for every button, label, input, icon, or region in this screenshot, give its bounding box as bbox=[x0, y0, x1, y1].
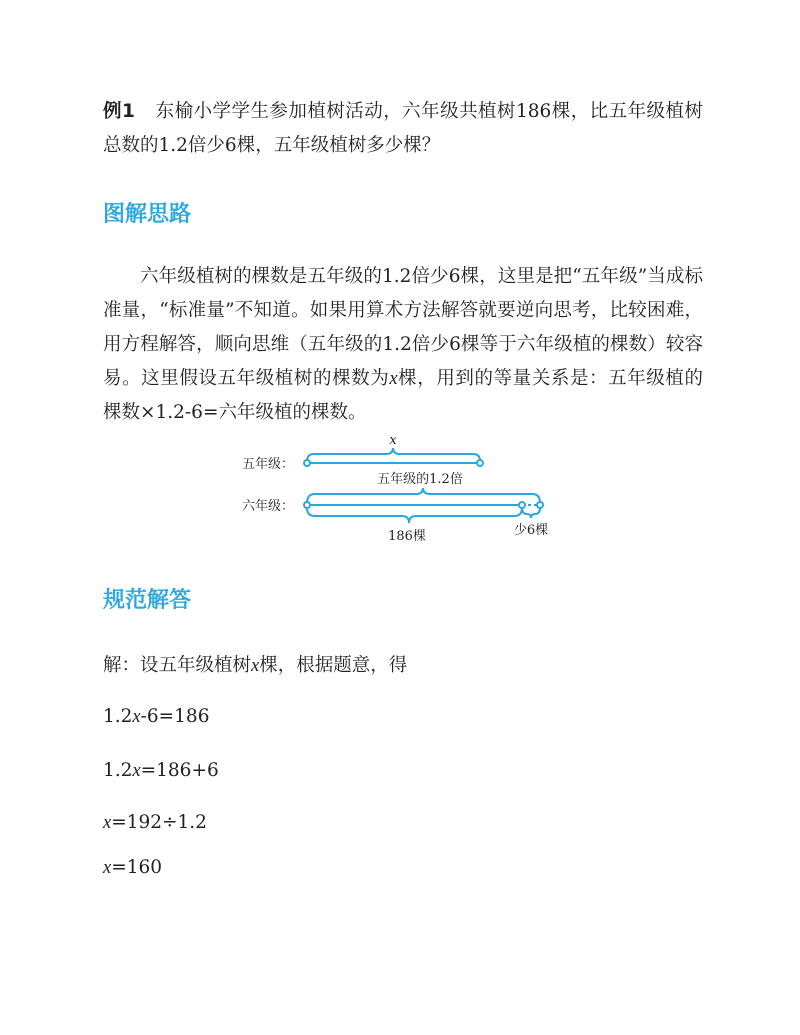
step-coef: 1.2 bbox=[103, 760, 133, 781]
step-var: x bbox=[132, 707, 141, 727]
diff-brace bbox=[522, 508, 540, 518]
solution-step bbox=[103, 706, 209, 728]
analysis-text-1: 六年级植树的棵数是五年级的1.2倍少6棵，这里是把“五年级”当成标准量，“标准量”不知道。如果用算术方法解答就要逆向思考，比较困难，用方程解答，顺向思维（五年级的1.2倍少6棵等于六年级植的棵数）较容易。这里假设五年级植树的棵数为 bbox=[103, 266, 703, 389]
analysis-paragraph bbox=[103, 260, 703, 430]
intro-text-2: 棵，根据题意，得 bbox=[259, 655, 408, 676]
step-rest: =192÷1.2 bbox=[111, 812, 207, 833]
solution-step bbox=[103, 760, 219, 782]
intro-text-1: 解：设五年级植树 bbox=[103, 655, 252, 676]
analysis-text-2: 棵，用到的等量关系是：五年级植的棵数×1.2-6=六年级植的棵数。 bbox=[103, 368, 703, 423]
solution-step bbox=[103, 812, 207, 834]
section-title-diagram: 图解思路 bbox=[103, 202, 192, 227]
intro-var: x bbox=[251, 656, 260, 676]
problem-text bbox=[103, 95, 703, 163]
problem-body: 东榆小学学生参加植树活动，六年级共植树186棵，比五年级植树总数的1.2倍少6棵，五年级植树多少棵？ bbox=[103, 101, 703, 156]
solution-step bbox=[103, 857, 162, 879]
bottom-brace bbox=[307, 508, 522, 523]
row1-label: 五年级： bbox=[242, 457, 295, 472]
section-title-solution: 规范解答 bbox=[103, 588, 192, 613]
line-segment-diagram bbox=[240, 430, 560, 550]
step-var: x bbox=[132, 761, 141, 781]
step-coef: 1.2 bbox=[103, 706, 133, 727]
top-var-label: x bbox=[389, 433, 397, 448]
analysis-var: x bbox=[389, 369, 398, 389]
problem-label: 例1 bbox=[103, 101, 135, 122]
row2-label: 六年级： bbox=[242, 499, 295, 514]
mid-brace bbox=[307, 488, 540, 503]
solution-intro bbox=[103, 651, 407, 677]
diff-label: 少6棵 bbox=[513, 523, 549, 538]
mid-label: 五年级的1.2倍 bbox=[377, 472, 463, 487]
step-rest: =186+6 bbox=[140, 760, 219, 781]
bottom-label: 186棵 bbox=[388, 529, 426, 544]
top-brace bbox=[307, 448, 480, 461]
step-var: x bbox=[103, 813, 112, 833]
step-rest: =160 bbox=[111, 857, 163, 878]
step-rest: -6=186 bbox=[140, 706, 210, 727]
step-var: x bbox=[103, 858, 112, 878]
